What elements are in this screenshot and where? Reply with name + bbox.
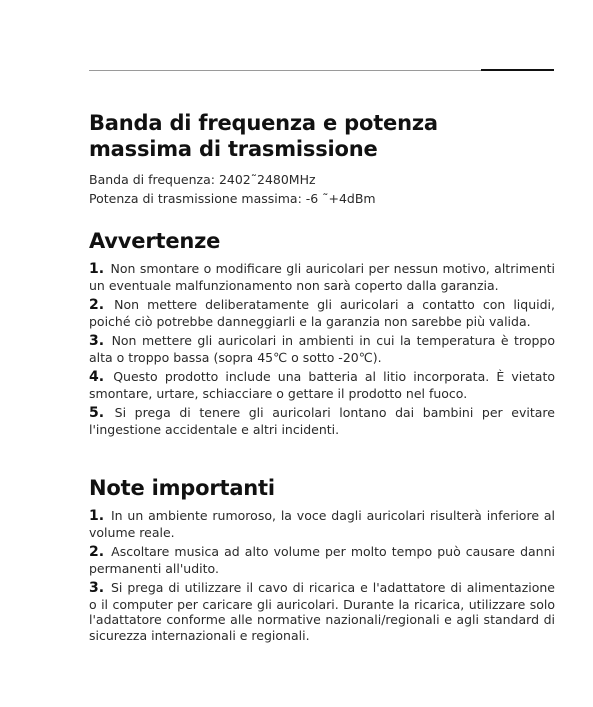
item-number: 3.	[89, 333, 105, 349]
list-item	[89, 580, 555, 643]
header-rule-accent	[481, 69, 554, 71]
item-number: 4.	[89, 369, 105, 385]
item-number: 5.	[89, 405, 105, 421]
item-text: Ascoltare musica ad alto volume per molto tempo può causare danni permanenti all'udito.	[89, 544, 555, 576]
warnings-section-title: Avvertenze	[89, 229, 221, 253]
list-item	[89, 508, 555, 540]
list-item	[89, 261, 555, 293]
document-body	[89, 110, 555, 647]
frequency-title-line2: massima di trasmissione	[89, 137, 378, 161]
max-power-spec: Potenza di trasmissione massima: -6 ˜+4dBm	[89, 191, 376, 206]
item-number: 2.	[89, 297, 105, 313]
item-text: Si prega di tenere gli auricolari lontano dai bambini per evitare l'ingestione accidentale e altri incidenti.	[89, 405, 555, 437]
list-item	[89, 369, 555, 401]
item-text: In un ambiente rumoroso, la voce dagli auricolari risulterà inferiore al volume reale.	[89, 508, 556, 540]
list-item	[89, 333, 555, 365]
item-text: Si prega di utilizzare il cavo di ricarica e l'adattatore di alimentazione o il computer per caricare gli auricolari. Durante la ricarica, utilizzare solo l'adattatore conforme alle normative nazionali/regionali e agli standard di sicurezza internazionali e regionali.	[89, 580, 555, 643]
frequency-title-line1: Banda di frequenza e potenza	[89, 111, 438, 135]
item-number: 2.	[89, 544, 105, 560]
item-number: 1.	[89, 261, 105, 277]
warnings-list	[89, 261, 555, 437]
list-item	[89, 297, 555, 329]
frequency-section-title	[89, 110, 555, 162]
item-text: Questo prodotto include una batteria al litio incorporata. È vietato smontare, urtare, schiacciare o gettare il prodotto nel fuoco.	[89, 369, 555, 401]
frequency-specs	[89, 170, 555, 208]
item-text: Non mettere deliberatamente gli auricolari a contatto con liquidi, poiché ciò potrebbe danneggiarli e la garanzia non sarebbe più valida.	[89, 297, 555, 329]
frequency-band-spec: Banda di frequenza: 2402˜2480MHz	[89, 172, 316, 187]
list-item	[89, 544, 555, 576]
important-notes-section-title: Note importanti	[89, 476, 275, 500]
item-text: Non smontare o modificare gli auricolari per nessun motivo, altrimenti un eventuale malfunzionamento non sarà coperto dalla garanzia.	[89, 261, 555, 293]
item-number: 3.	[89, 580, 105, 596]
list-item	[89, 405, 555, 437]
important-notes-list	[89, 508, 555, 643]
item-text: Non mettere gli auricolari in ambienti in cui la temperatura è troppo alta o troppo bassa (sopra 45℃ o sotto -20℃).	[89, 333, 555, 365]
item-number: 1.	[89, 508, 105, 524]
